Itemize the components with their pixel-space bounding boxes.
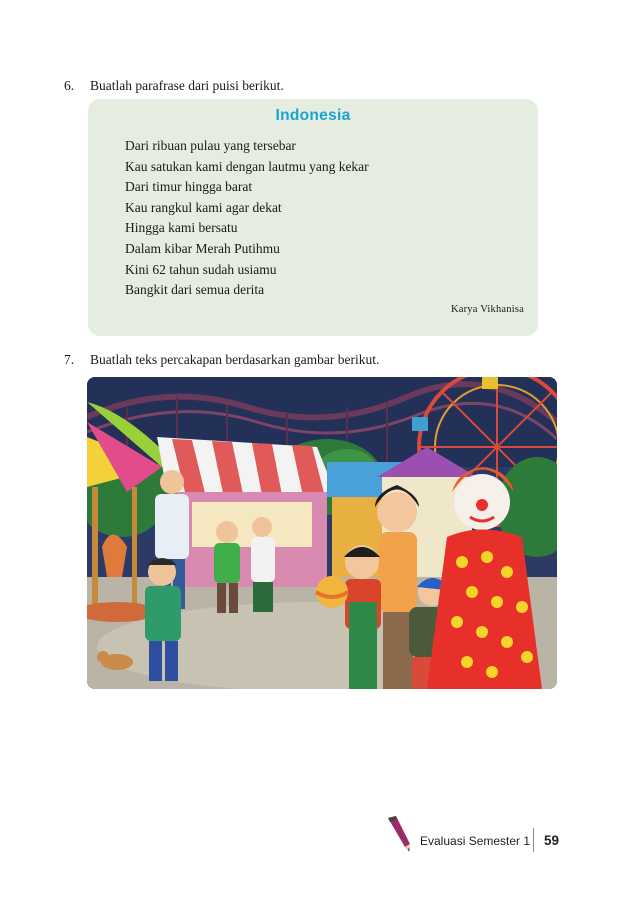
poem-title: Indonesia <box>275 107 351 124</box>
poem-line: Dari timur hingga barat <box>125 179 253 195</box>
pencil-icon <box>384 816 414 859</box>
poem-line: Dari ribuan pulau yang tersebar <box>125 138 296 153</box>
poem-lines <box>125 136 369 301</box>
section-label: Evaluasi Semester 1 <box>420 834 531 848</box>
food-booth-icon <box>157 437 477 587</box>
poem-box <box>88 99 538 336</box>
footer-divider <box>533 828 534 852</box>
poem-line: Kini 62 tahun sudah usiamu <box>125 261 277 277</box>
page-number: 59 <box>544 833 560 848</box>
poem-line: Kau rangkul kami agar dekat <box>125 199 282 215</box>
poem-line: Hingga kami bersatu <box>125 220 238 236</box>
question-6-number: 6. <box>64 78 75 93</box>
poem-line: Dalam kibar Merah Putihmu <box>125 240 280 256</box>
poem-line: Bangkit dari semua derita <box>125 282 265 298</box>
question-6-instruction: Buatlah parafrase dari puisi berikut. <box>90 78 284 93</box>
carnival-scene-illustration <box>87 377 557 689</box>
question-7-instruction: Buatlah teks percakapan berdasarkan gambar berikut. <box>90 352 380 367</box>
question-7-number: 7. <box>64 352 75 367</box>
poem-author: Karya Vikhanisa <box>450 304 524 315</box>
poem-line: Kau satukan kami dengan lautmu yang kekar <box>125 158 369 174</box>
